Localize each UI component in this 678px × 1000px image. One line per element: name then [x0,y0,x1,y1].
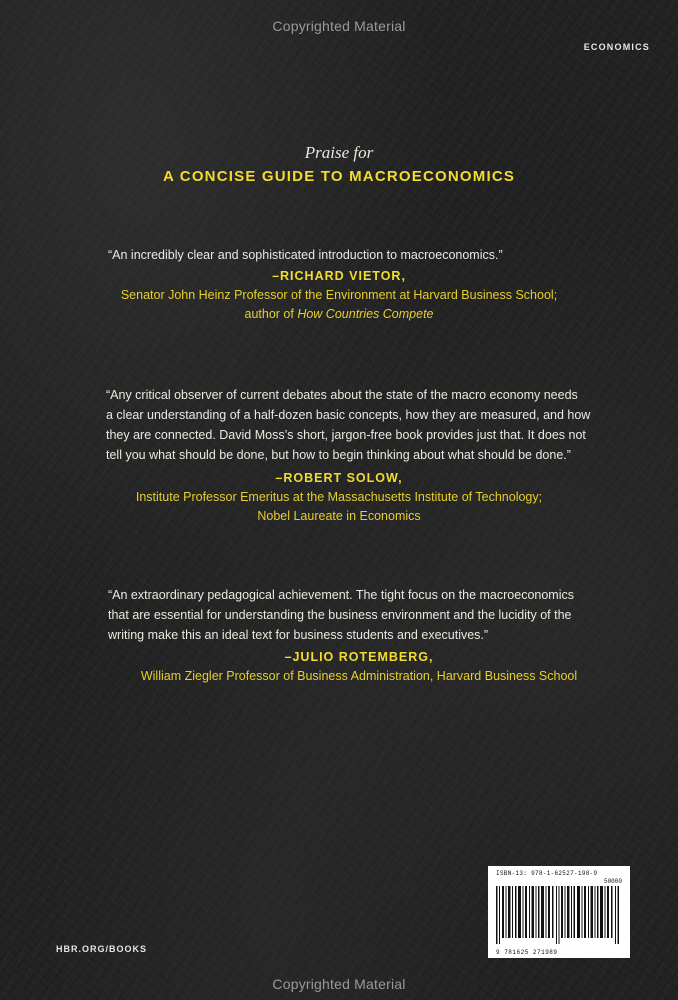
praise-for-heading: Praise for [304,143,374,162]
quote-line: they are connected. David Moss’s short, jargon-free book provides just that. It does not [106,428,586,442]
attribution-affiliation: Institute Professor Emeritus at the Massachusetts Institute of Technology; [135,490,543,504]
quote-line: “An extraordinary pedagogical achievement. The tight focus on the macroeconomics [108,588,574,602]
book-title: A CONCISE GUIDE TO MACROECONOMICS [162,168,516,185]
isbn-barcode [488,866,630,958]
barcode-digits: 9 781625 271989 [496,949,558,956]
quote-line: tell you what should be done, but how to begin thinking about what should be done.” [106,448,571,462]
publisher-website: HBR.ORG/BOOKS [56,944,148,954]
affiliation-prefix: author of [244,307,298,321]
attribution-rotemberg [20,648,678,686]
isbn-text: ISBN-13: 978-1-62527-198-9 [496,870,598,877]
quote-line: writing make this an ideal text for business students and executives.” [108,628,489,642]
attribution-affiliation: William Ziegler Professor of Business Administration, Harvard Business School [140,669,578,683]
attribution-vietor [0,267,678,324]
barcode-bars [494,886,624,944]
quote-line: “Any critical observer of current debates about the state of the macro economy needs [106,388,578,402]
quote-vietor [108,245,628,265]
copyright-watermark-bottom: Copyrighted Material [272,976,406,992]
attribution-affiliation [0,305,678,324]
attribution-affiliation: Senator John Heinz Professor of the Environment at Harvard Business School; [120,288,558,302]
attribution-affiliation: Nobel Laureate in Economics [257,509,421,523]
book-reference: How Countries Compete [297,307,434,321]
quote-line: that are essential for understanding the business environment and the lucidity of the [108,608,572,622]
copyright-watermark: Copyrighted Material [272,18,406,34]
category-label: ECONOMICS [583,42,650,52]
quote-line: a clear understanding of a half-dozen basic concepts, how they are measured, and how [106,408,591,422]
attribution-name: –JULIO ROTEMBERG, [284,650,434,664]
attribution-name: –ROBERT SOLOW, [275,471,403,485]
attribution-name: –RICHARD VIETOR, [272,269,406,283]
price-code: 50000 [603,878,622,885]
quote-rotemberg [108,585,648,645]
attribution-solow [0,469,678,526]
quote-line: “An incredibly clear and sophisticated introduction to macroeconomics.” [108,248,503,262]
quote-solow [106,385,646,465]
